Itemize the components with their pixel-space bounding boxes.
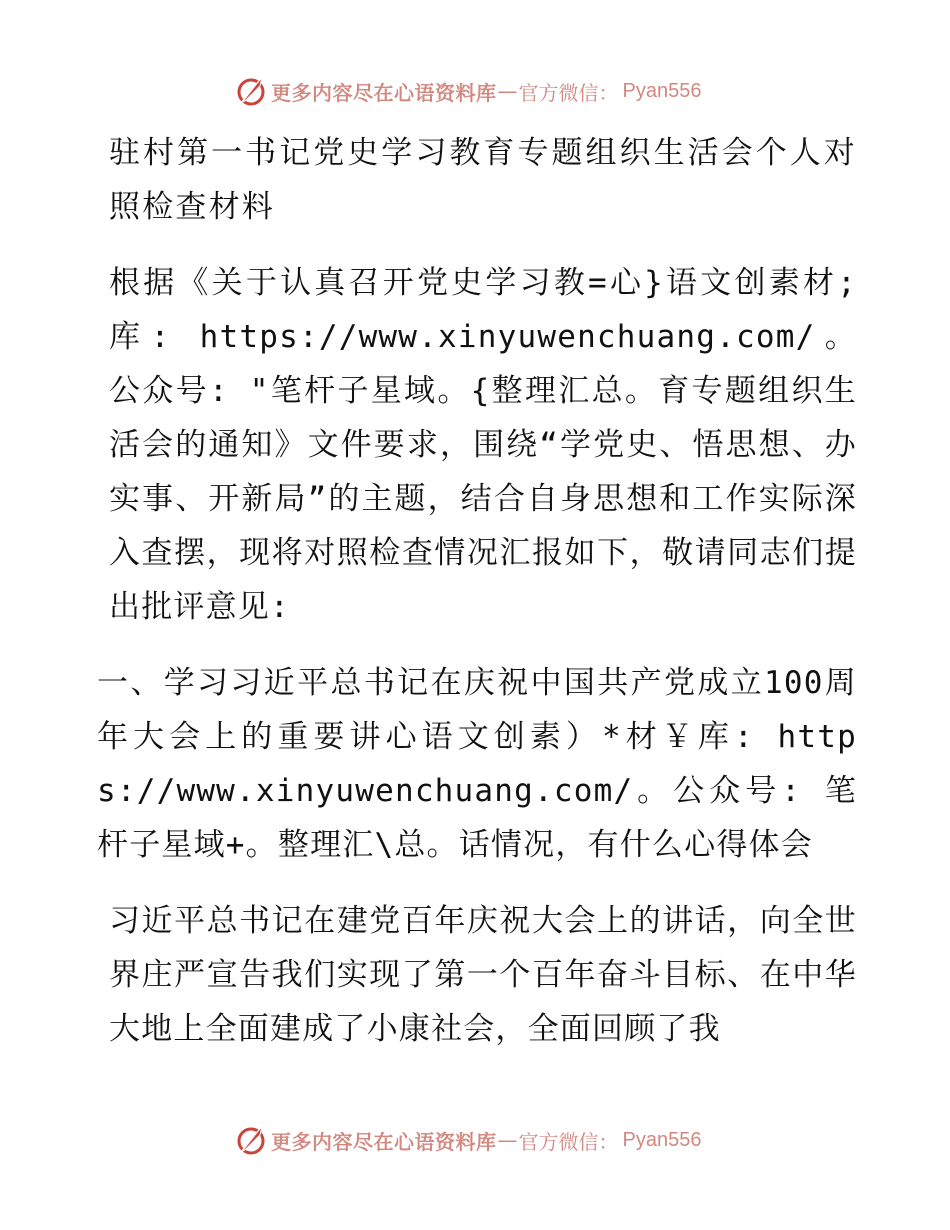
watermark-brand-text: 更多内容尽在心语资料库 [271,82,497,105]
watermark-official-text: 官方微信： [518,80,619,105]
feather-quill-logo-icon [234,74,268,108]
watermark-dash: — [497,1128,518,1152]
feather-quill-logo-icon [234,1123,268,1157]
watermark-brand-text: 更多内容尽在心语资料库 [271,1131,497,1154]
paragraph-section-one: 一、学习习近平总书记在庆祝中国共产党成立100周年大会上的重要讲心语文创素）*材￥库: https://www.xinyuwenchuang.com/。公众号: 笔杆子星域+。整理汇\总。话情况，有什么心得体会 [97,665,857,863]
paragraph-intro: 根据《关于认真召开党史学习教=心}语文创素材;库: https://www.xinyuwenchuang.com/。公众号: "笔杆子星域。{整理汇总。育专题组织生活会的通知》文件要求，围绕“学党史、悟思想、办实事、开新局”的主题，结合自身思想和工作实际深入查摆，现将对照检查情况汇报如下，敬请同志们提出批评意见: [109,265,857,625]
footer-watermark [0,1120,950,1160]
watermark-official-text: 官方微信： [518,1129,619,1154]
watermark-dash: — [497,79,518,103]
document-body [97,126,857,1078]
watermark-wechat-id: Pyan556 [622,1128,702,1151]
header-watermark [0,71,950,111]
watermark-wechat-id: Pyan556 [622,79,702,102]
paragraph-speech: 习近平总书记在建党百年庆祝大会上的讲话，向全世界庄严宣告我们实现了第一个百年奋斗目标、在中华大地上全面建成了小康社会，全面回顾了我 [109,903,857,1047]
document-title: 驻村第一书记党史学习教育专题组织生活会个人对照检查材料 [109,135,857,225]
